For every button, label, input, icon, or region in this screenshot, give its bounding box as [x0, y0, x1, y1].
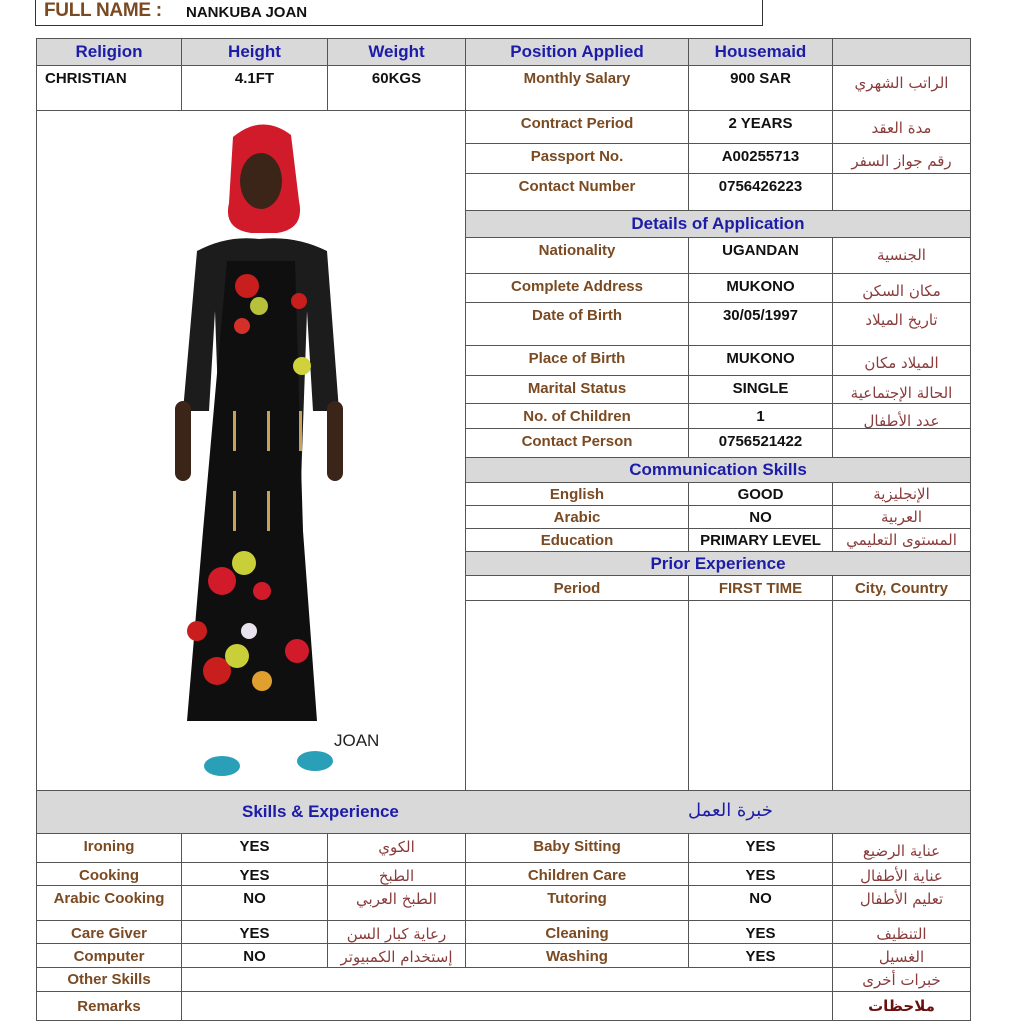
monthly-salary-label: Monthly Salary: [523, 70, 631, 87]
education-arabic: المستوى التعليمي: [846, 531, 957, 549]
prior-period-label: Period: [553, 579, 601, 597]
prior-period-value: FIRST TIME: [718, 579, 803, 597]
position-value-text: Housemaid: [714, 42, 807, 61]
monthly-salary-value: 900 SAR: [730, 70, 791, 87]
height-header: [181, 38, 328, 66]
arabic-label: Arabic: [553, 508, 601, 526]
date-of-birth-label: Date of Birth: [532, 307, 622, 324]
skill-row-left-arabic: [327, 862, 466, 886]
place-of-birth-arabic: الميلاد مكان: [864, 354, 939, 372]
row-value: [688, 110, 833, 144]
religion-header-text: Religion: [75, 42, 143, 61]
skill-value: NO: [749, 890, 772, 907]
skill-row-left-value: [181, 862, 328, 886]
row-label: [465, 428, 689, 458]
passport-no-arabic: رقم جواز السفر: [851, 152, 952, 170]
skill-value: YES: [239, 925, 270, 942]
skill-row-right-label: [465, 885, 689, 921]
date-of-birth-arabic: تاريخ الميلاد: [865, 311, 938, 329]
skill-arabic: الطبخ: [378, 867, 415, 885]
skill-label: Baby Sitting: [533, 838, 621, 855]
row-arabic: [832, 428, 971, 458]
arabic-value: NO: [749, 508, 772, 526]
arabic-arabic: العربية: [881, 508, 922, 526]
skill-label: Arabic Cooking: [53, 890, 165, 907]
skill-arabic: الغسيل: [878, 948, 925, 966]
row-value: [688, 375, 833, 404]
skill-row-left-label: [36, 862, 182, 886]
row-value: [688, 428, 833, 458]
skill-label: Ironing: [83, 838, 135, 855]
education-label: Education: [540, 531, 614, 549]
row-arabic: [832, 302, 971, 346]
skill-row-right-label: [465, 833, 689, 863]
skill-row-right-label: [465, 920, 689, 944]
row-value: [688, 173, 833, 211]
skill-value: YES: [745, 867, 776, 884]
row-label: [465, 65, 689, 111]
contact-person-label: Contact Person: [521, 433, 633, 450]
row-value: [688, 65, 833, 111]
english-value: GOOD: [737, 485, 784, 503]
skill-arabic: عناية الرضيع: [862, 842, 941, 860]
skill-row-left-value: [181, 833, 328, 863]
skill-row-right-arabic: [832, 943, 971, 968]
no-of-children-label: No. of Children: [523, 408, 631, 425]
remarks-value: [181, 991, 833, 1021]
skill-row-right-arabic: [832, 885, 971, 921]
skill-row-right-value: [688, 885, 833, 921]
english-label: English: [549, 485, 605, 503]
position-value-header: [688, 38, 833, 66]
row-label: [465, 345, 689, 376]
contract-period-label: Contract Period: [520, 115, 634, 132]
skill-row-left-value: [181, 920, 328, 944]
row-value: [688, 273, 833, 303]
skill-row-right-value: [688, 833, 833, 863]
date-of-birth-value: 30/05/1997: [722, 307, 799, 324]
skill-label: Children Care: [527, 867, 627, 884]
applicant-photo: [36, 110, 466, 791]
prior-empty-location: [832, 600, 971, 791]
skills-title-arabic: خبرة العمل: [688, 800, 773, 821]
row-label: [465, 528, 689, 552]
skill-value: YES: [745, 948, 776, 965]
skill-arabic: إستخدام الكمبيوتر: [340, 948, 453, 966]
contract-period-value: 2 YEARS: [728, 115, 793, 132]
place-of-birth-label: Place of Birth: [528, 350, 626, 367]
no-of-children-arabic: عدد الأطفال: [863, 412, 940, 429]
passport-no-value: A00255713: [721, 148, 800, 165]
skill-row-right-arabic: [832, 920, 971, 944]
skill-row-left-arabic: [327, 920, 466, 944]
full-name-box: [35, 0, 763, 26]
blank-header: [832, 38, 971, 66]
row-arabic: [832, 528, 971, 552]
skill-row-right-arabic: [832, 862, 971, 886]
remarks-arabic: ملاحظات: [868, 997, 935, 1015]
position-applied-text: Position Applied: [510, 42, 644, 61]
other-skills-label: Other Skills: [67, 971, 151, 988]
skill-row-right-value: [688, 920, 833, 944]
skill-row-right-label: [465, 862, 689, 886]
position-applied-header: [465, 38, 689, 66]
skills-header: [36, 790, 971, 834]
prior-experience-header-text: Prior Experience: [650, 553, 786, 573]
skill-row-left-label: [36, 885, 182, 921]
skill-value: YES: [745, 838, 776, 855]
row-arabic: [832, 345, 971, 376]
contract-period-arabic: مدة العقد: [871, 119, 932, 137]
row-arabic: [832, 237, 971, 274]
row-arabic: [832, 482, 971, 506]
complete-address-arabic: مكان السكن: [862, 282, 941, 300]
skills-title: Skills & Experience: [242, 802, 399, 821]
row-arabic: [832, 403, 971, 429]
row-label: [465, 173, 689, 211]
details-of-application-header-text: Details of Application: [631, 214, 805, 233]
other-skills-value: [181, 967, 833, 992]
row-value: [688, 505, 833, 529]
skill-row-right-arabic: [832, 833, 971, 863]
skill-row-left-arabic: [327, 885, 466, 921]
row-arabic: [832, 375, 971, 404]
prior-location-cell: [832, 575, 971, 601]
details-of-application-header: [465, 210, 971, 238]
place-of-birth-value: MUKONO: [726, 350, 795, 367]
marital-status-arabic: الحالة الإجتماعية: [850, 384, 953, 402]
row-value: [688, 403, 833, 429]
prior-value-cell: [688, 575, 833, 601]
row-label: [465, 143, 689, 174]
row-value: [688, 345, 833, 376]
row-label: [465, 302, 689, 346]
row-arabic: [832, 65, 971, 111]
prior-experience-header: [465, 551, 971, 576]
full-name-value: NANKUBA JOAN: [186, 4, 308, 21]
remarks-label: Remarks: [77, 997, 141, 1015]
prior-period-cell: [465, 575, 689, 601]
prior-empty-value: [688, 600, 833, 791]
weight-value-text: 60KGS: [371, 70, 422, 87]
row-arabic: [832, 143, 971, 174]
contact-number-value: 0756426223: [718, 178, 803, 195]
height-value: [181, 65, 328, 111]
other-skills-arabic-cell: [832, 967, 971, 992]
skill-row-left-label: [36, 920, 182, 944]
skill-label: Tutoring: [547, 890, 607, 907]
complete-address-label: Complete Address: [511, 278, 643, 295]
skill-value: YES: [239, 838, 270, 855]
skill-label: Computer: [73, 948, 145, 965]
skill-row-left-arabic: [327, 943, 466, 968]
row-arabic: [832, 273, 971, 303]
skill-row-right-value: [688, 862, 833, 886]
religion-header: [36, 38, 182, 66]
marital-status-value: SINGLE: [732, 380, 789, 397]
marital-status-label: Marital Status: [527, 380, 627, 397]
skill-row-right-value: [688, 943, 833, 968]
skill-value: YES: [239, 867, 270, 884]
communication-skills-header-text: Communication Skills: [629, 460, 807, 479]
skill-value: YES: [745, 925, 776, 942]
skill-row-left-label: [36, 833, 182, 863]
skill-label: Care Giver: [71, 925, 147, 942]
communication-skills-header: [465, 457, 971, 483]
other-skills-label-cell: [36, 967, 182, 992]
prior-empty-period: [465, 600, 689, 791]
religion-value-text: CHRISTIAN: [45, 70, 127, 87]
row-arabic: [832, 505, 971, 529]
no-of-children-value: 1: [756, 408, 765, 425]
row-value: [688, 482, 833, 506]
row-label: [465, 110, 689, 144]
row-label: [465, 237, 689, 274]
row-arabic: [832, 110, 971, 144]
skill-arabic: الطبخ العربي: [356, 890, 437, 908]
contact-person-value: 0756521422: [718, 433, 803, 450]
skill-arabic: عناية الأطفال: [860, 867, 943, 885]
row-label: [465, 482, 689, 506]
skill-arabic: الكوي: [378, 838, 415, 856]
skill-arabic: تعليم الأطفال: [859, 890, 944, 908]
row-value: [688, 237, 833, 274]
religion-value: [36, 65, 182, 111]
other-skills-arabic: خبرات أخرى: [862, 970, 941, 989]
height-value-text: 4.1FT: [234, 70, 275, 87]
row-label: [465, 403, 689, 429]
skill-row-left-label: [36, 943, 182, 968]
row-value: [688, 143, 833, 174]
complete-address-value: MUKONO: [726, 278, 795, 295]
english-arabic: الإنجليزية: [873, 485, 930, 503]
photo-caption: JOAN: [334, 731, 380, 750]
remarks-arabic-cell: [832, 991, 971, 1021]
row-label: [465, 273, 689, 303]
nationality-value: UGANDAN: [722, 242, 799, 259]
remarks-label-cell: [36, 991, 182, 1021]
skill-row-left-arabic: [327, 833, 466, 863]
row-value: [688, 302, 833, 346]
skill-label: Cleaning: [545, 925, 609, 942]
skill-value: NO: [243, 948, 266, 965]
weight-header: [327, 38, 466, 66]
skill-arabic: التنظيف: [876, 925, 927, 943]
skill-label: Cooking: [79, 867, 139, 884]
skill-label: Washing: [546, 948, 608, 965]
row-arabic: [832, 173, 971, 211]
monthly-salary-arabic: الراتب الشهري: [854, 74, 949, 92]
skill-row-left-value: [181, 885, 328, 921]
nationality-label: Nationality: [538, 242, 616, 259]
row-label: [465, 375, 689, 404]
full-name-label: FULL NAME :: [44, 0, 162, 21]
skill-arabic: رعاية كبار السن: [346, 925, 447, 943]
skill-value: NO: [243, 890, 266, 907]
applicant-figure: [37, 111, 466, 791]
skill-row-left-value: [181, 943, 328, 968]
weight-header-text: Weight: [368, 42, 425, 61]
nationality-arabic: الجنسية: [877, 246, 926, 264]
row-value: [688, 528, 833, 552]
height-header-text: Height: [228, 42, 281, 61]
education-value: PRIMARY LEVEL: [700, 531, 821, 549]
passport-no-label: Passport No.: [530, 148, 624, 165]
weight-value: [327, 65, 466, 111]
prior-location-label: City, Country: [854, 579, 949, 597]
skill-row-right-label: [465, 943, 689, 968]
contact-number-label: Contact Number: [518, 178, 636, 195]
row-label: [465, 505, 689, 529]
